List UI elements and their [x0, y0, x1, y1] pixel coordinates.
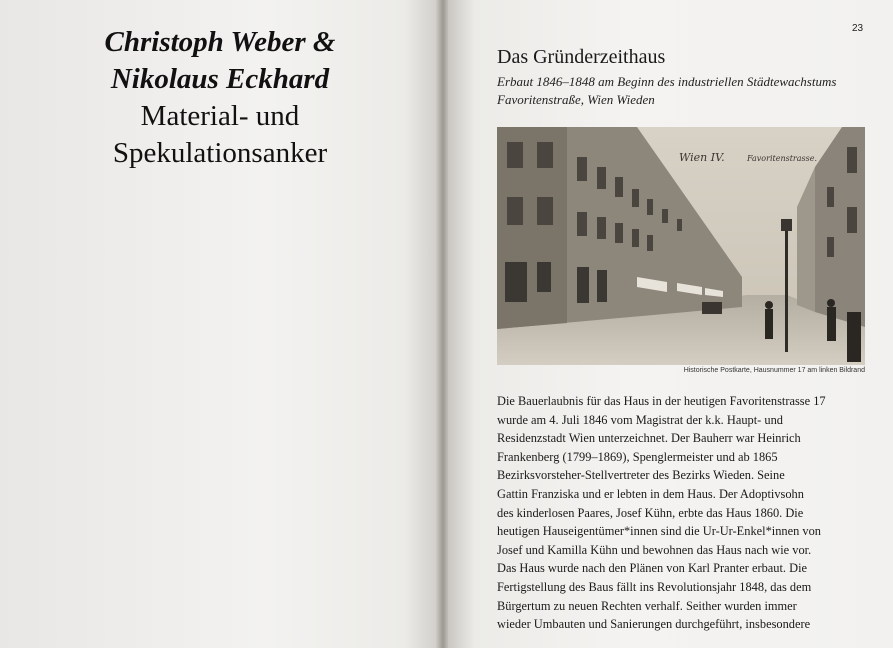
- photo-caption: Historische Postkarte, Hausnummer 17 am linken Bildrand: [683, 367, 865, 374]
- chapter-title: [60, 24, 380, 172]
- body-line: Fertigstellung des Baus fällt ins Revolutionsjahr 1848, das dem: [497, 579, 812, 594]
- postcard-illustration: [497, 127, 865, 365]
- body-line: heutigen Hauseigentümer*innen sind die Ur-Ur-Enkel*innen von: [497, 524, 821, 539]
- body-line: Bürgertum zu neuen Rechten verhalf. Seither wurden immer: [497, 598, 797, 613]
- postcard-text-right: Favoritenstrasse.: [747, 154, 817, 163]
- section-heading: Das Gründerzeithaus: [497, 46, 666, 68]
- body-paragraph: [497, 392, 869, 634]
- body-line: wurde am 4. Juli 1846 vom Magistrat der k.k. Haupt- und: [497, 412, 783, 427]
- authors-line-2: Nikolaus Eckhard: [110, 63, 330, 95]
- authors-line-1: Christoph Weber &: [104, 26, 336, 58]
- body-line: Bezirksvorsteher-Stellvertreter des Bezirks Wieden. Seine: [497, 468, 785, 483]
- page-number: 23: [852, 23, 864, 34]
- subtitle-line-1: Material- und: [140, 100, 300, 132]
- section-subheading: [497, 73, 836, 109]
- body-line: Gattin Franziska und er lebten in dem Haus. Der Adoptivsohn: [497, 486, 804, 501]
- body-line: Frankenberg (1799–1869), Spenglermeister und ab 1865: [497, 449, 778, 464]
- historic-postcard-photo: [497, 127, 865, 365]
- subheading-line-2: Favoritenstraße, Wien Wieden: [497, 92, 655, 107]
- subtitle-line-2: Spekulationsanker: [112, 137, 328, 169]
- body-line: des kinderlosen Paares, Josef Kühn, erbte das Haus 1860. Die: [497, 505, 804, 520]
- postcard-text-left: Wien IV.: [679, 151, 725, 164]
- subheading-line-1: Erbaut 1846–1848 am Beginn des industriellen Städtewachstums: [497, 74, 837, 89]
- body-line: Die Bauerlaubnis für das Haus in der heutigen Favoritenstrasse 17: [497, 394, 826, 408]
- body-line: wieder Umbauten und Sanierungen durchgeführt, insbesondere: [497, 617, 811, 632]
- body-line: Residenzstadt Wien unterzeichnet. Der Bauherr war Heinrich: [497, 431, 801, 446]
- body-line: Das Haus wurde nach den Plänen von Karl Pranter erbaut. Die: [497, 561, 808, 576]
- body-line: Josef und Kamilla Kühn und bewohnen das Haus nach wie vor.: [497, 542, 812, 557]
- left-page: [0, 0, 440, 648]
